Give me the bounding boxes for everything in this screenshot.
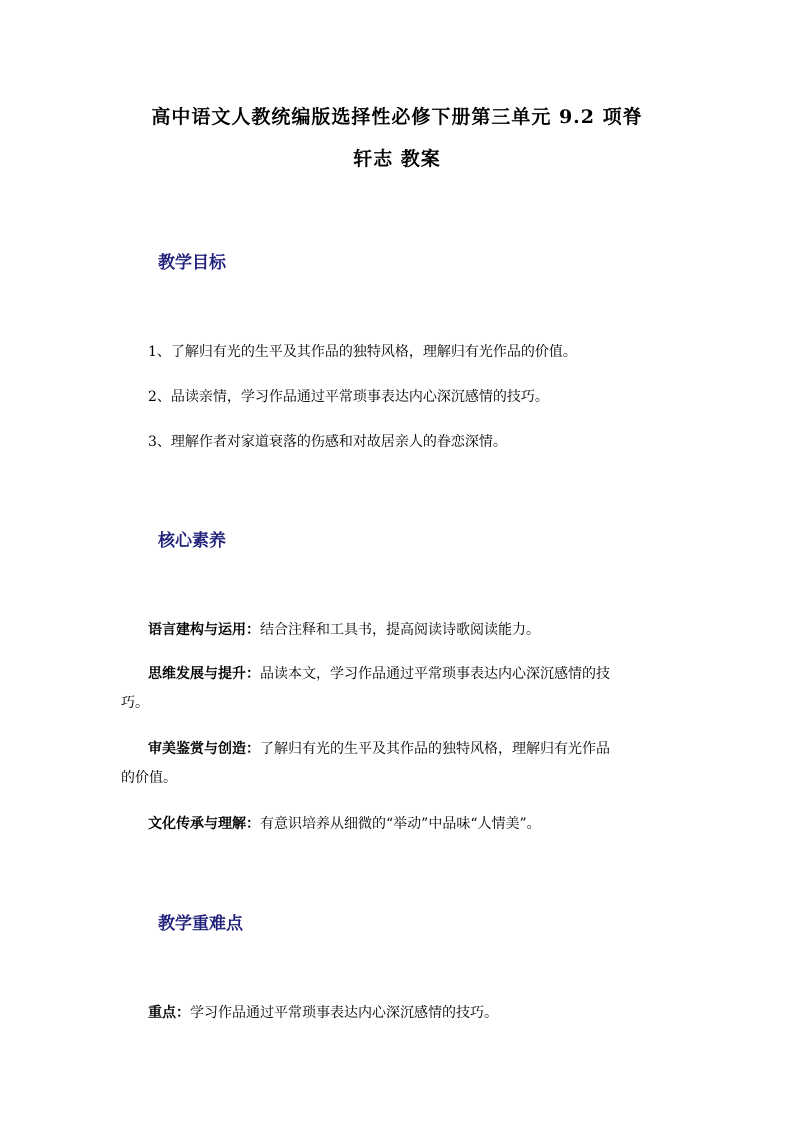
key-point-text: 学习作品通过平常琐事表达内心深沉感情的技巧。 [190,1005,498,1021]
literacy-text: 品读本文，学习作品通过平常琐事表达内心深沉感情的技 [260,666,610,682]
literacy-label: 语言建构与运用： [148,622,260,638]
objective-item-3: 3、理解作者对家道衰落的伤感和对故居亲人的眷恋深情。 [148,434,507,450]
key-point-label: 重点： [148,1005,190,1021]
section-heading-objectives: 教学目标 [158,253,226,273]
literacy-item-aesthetic [148,738,610,760]
literacy-item-thinking-cont: 巧。 [121,695,149,711]
document-title-line-2: 轩志 教案 [353,148,441,170]
literacy-text: 结合注释和工具书，提高阅读诗歌阅读能力。 [260,622,540,638]
objective-item-1: 1、了解归有光的生平及其作品的独特风格，理解归有光作品的价值。 [148,344,577,360]
literacy-text: 了解归有光的生平及其作品的独特风格，理解归有光作品 [260,741,610,757]
literacy-item-thinking [148,663,610,685]
document-title-line-1: 高中语文人教统编版选择性必修下册第三单元 9.2 项脊 [151,106,643,128]
literacy-item-language [148,619,540,641]
objective-item-2: 2、品读亲情，学习作品通过平常琐事表达内心深沉感情的技巧。 [148,389,549,405]
literacy-label: 审美鉴赏与创造： [148,741,260,757]
section-heading-literacy: 核心素养 [158,531,226,551]
key-point-item [148,1002,498,1024]
literacy-text: 有意识培养从细微的“举动”中品味“人情美”。 [260,816,541,832]
literacy-item-culture [148,813,541,835]
literacy-label: 文化传承与理解： [148,816,260,832]
literacy-item-aesthetic-cont: 的价值。 [121,770,177,786]
literacy-label: 思维发展与提升： [148,666,260,682]
section-heading-key-points: 教学重难点 [158,914,243,934]
